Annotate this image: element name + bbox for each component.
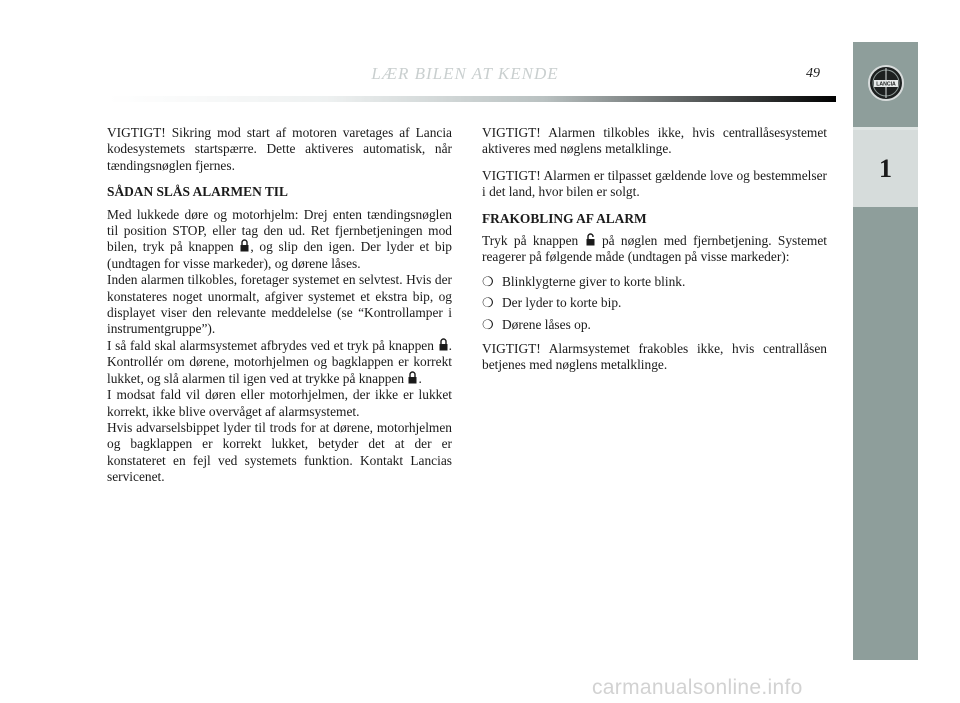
paragraph: VIGTIGT! Alarmen tilkobles ikke, hvis centrallåsesystemet aktiveres med nøglens metalklinge. [482,125,827,157]
list-item: ❍ Blinklygterne giver to korte blink. [482,273,686,289]
paragraph: I så fald skal alarmsystemet afbrydes ved et tryk på knappen . Kontrollér om dørene, motorhjelmen og bagklappen er korrekt lukket, og slå alarmen til igen ved at trykke på knappen . [107,337,452,386]
right-column [482,125,827,384]
lock-icon [439,338,448,351]
lock-icon [408,371,417,384]
bullet-list [482,274,827,333]
paragraph: I modsat fald vil døren eller motorhjelmen, der ikke er lukket korrekt, ikke blive overvåget af alarmsystemet. [107,387,452,419]
unlock-icon [586,233,595,246]
logo-wordmark: LANCIA [875,81,896,88]
brand-logo [853,42,918,127]
paragraph: Med lukkede døre og motorhjelm: Drej enten tændingsnøglen til position STOP, eller tag den ud. Ret fjernbetjeningen mod bilen, tryk på knappen , og slip den igen. Der lyder et bip (undtagen for visse markeder), og dørene låses. [107,206,452,271]
bullet-marker: ❍ [482,295,494,311]
chapter-sidebar [853,42,918,660]
bullet-marker: ❍ [482,273,494,289]
bullet-marker: ❍ [482,316,494,332]
list-item: ❍ Dørene låses op. [482,316,591,332]
paragraph: Tryk på knappen på nøglen med fjernbetjening. Systemet reagerer på følgende måde (undtagen på visse markeder): [482,233,827,265]
lancia-shield-icon [866,63,906,107]
list-item: ❍ Der lyder to korte bip. [482,295,622,311]
paragraph: Hvis advarselsbippet lyder til trods for at dørene, motorhjelmen og bagklappen er korrekt lukket, betyder det at der er konstateret en fejl ved systemets funktion. Kontakt Lancias servicenet. [107,419,452,485]
paragraph: VIGTIGT! Alarmen er tilpasset gældende love og bestemmelser i det land, hvor bilen er solgt. [482,167,827,200]
watermark: carmanualsonline.info [592,676,803,699]
paragraph: VIGTIGT! Sikring mod start af motoren varetages af Lancia kodesystemets startspærre. Dette aktiveres automatisk, når tændingsnøglen fjernes. [107,125,452,173]
section-heading: FRAKOBLING AF ALARM [482,210,647,226]
paragraph: Inden alarmen tilkobles, foretager systemet en selvtest. Hvis der konstateres noget unormalt, afgiver systemet et ekstra bip, og displayet viser den relevante meddelelse (se “Kontrollamper i instrumentgruppe”). [107,272,452,337]
chapter-number: 1 [853,130,918,207]
page-number: 49 [806,66,820,81]
chapter-title: LÆR BILEN AT KENDE [371,64,559,83]
lock-icon [240,239,249,252]
paragraph: VIGTIGT! Alarmsystemet frakobles ikke, hvis centrallåsen betjenes med nøglens metalklinge. [482,341,827,373]
section-heading: SÅDAN SLÅS ALARMEN TIL [107,184,288,200]
header-rule [108,96,836,102]
left-column [107,125,452,486]
